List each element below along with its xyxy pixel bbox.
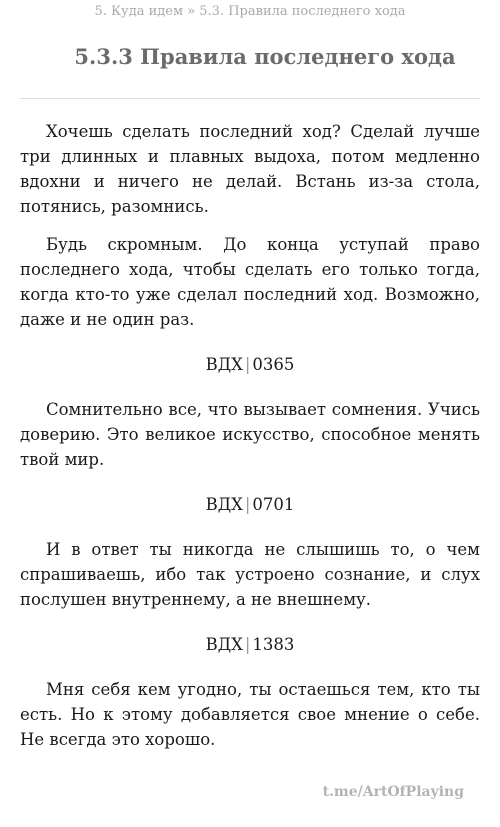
paragraph-2: Будь скромным. До конца уступай право последнего хода, чтобы сделать его только тогда, когда кто-то уже сделал последний ход. Возможно, даже и не один раз.: [20, 235, 480, 329]
vdx-number: 0365: [252, 355, 295, 374]
paragraph-5: Мня себя кем угодно, ты остаешься тем, кто ты есть. Но к этому добавляется свое мнение о себе. Не всегда это хорошо.: [20, 680, 480, 749]
breadcrumb[interactable]: 5. Куда идем » 5.3. Правила последнего хода: [94, 4, 406, 19]
channel-watermark: t.me/ArtOfPlaying: [322, 784, 464, 800]
vdx-number: 0701: [252, 495, 295, 514]
vdx-separator: |: [244, 635, 251, 654]
vdx-separator: |: [244, 495, 251, 514]
vdx-number: 1383: [252, 635, 295, 654]
page-title: 5.3.3 Правила последнего хода: [74, 44, 456, 69]
vdx-prefix: ВДХ: [205, 635, 243, 654]
vdx-prefix: ВДХ: [205, 355, 243, 374]
vdx-reference-2: [20, 492, 480, 517]
paragraph-4: И в ответ ты никогда не слышишь то, о чем спрашиваешь, ибо так устроено сознание, и слух послушен внутреннему, а не внешнему.: [20, 540, 480, 609]
vdx-reference-3: [20, 632, 480, 657]
title-divider: [20, 98, 480, 99]
chapter-content: [20, 119, 480, 752]
vdx-separator: |: [244, 355, 251, 374]
paragraph-3: Сомнительно все, что вызывает сомнения. Учись доверию. Это великое искусство, способное менять твой мир.: [20, 400, 480, 469]
paragraph-1: Хочешь сделать последний ход? Сделай лучше три длинных и плавных выдоха, потом медленно вдохни и ничего не делай. Встань из-за стола, потянись, разомнись.: [20, 122, 480, 216]
vdx-prefix: ВДХ: [205, 495, 243, 514]
vdx-reference-1: [20, 352, 480, 377]
